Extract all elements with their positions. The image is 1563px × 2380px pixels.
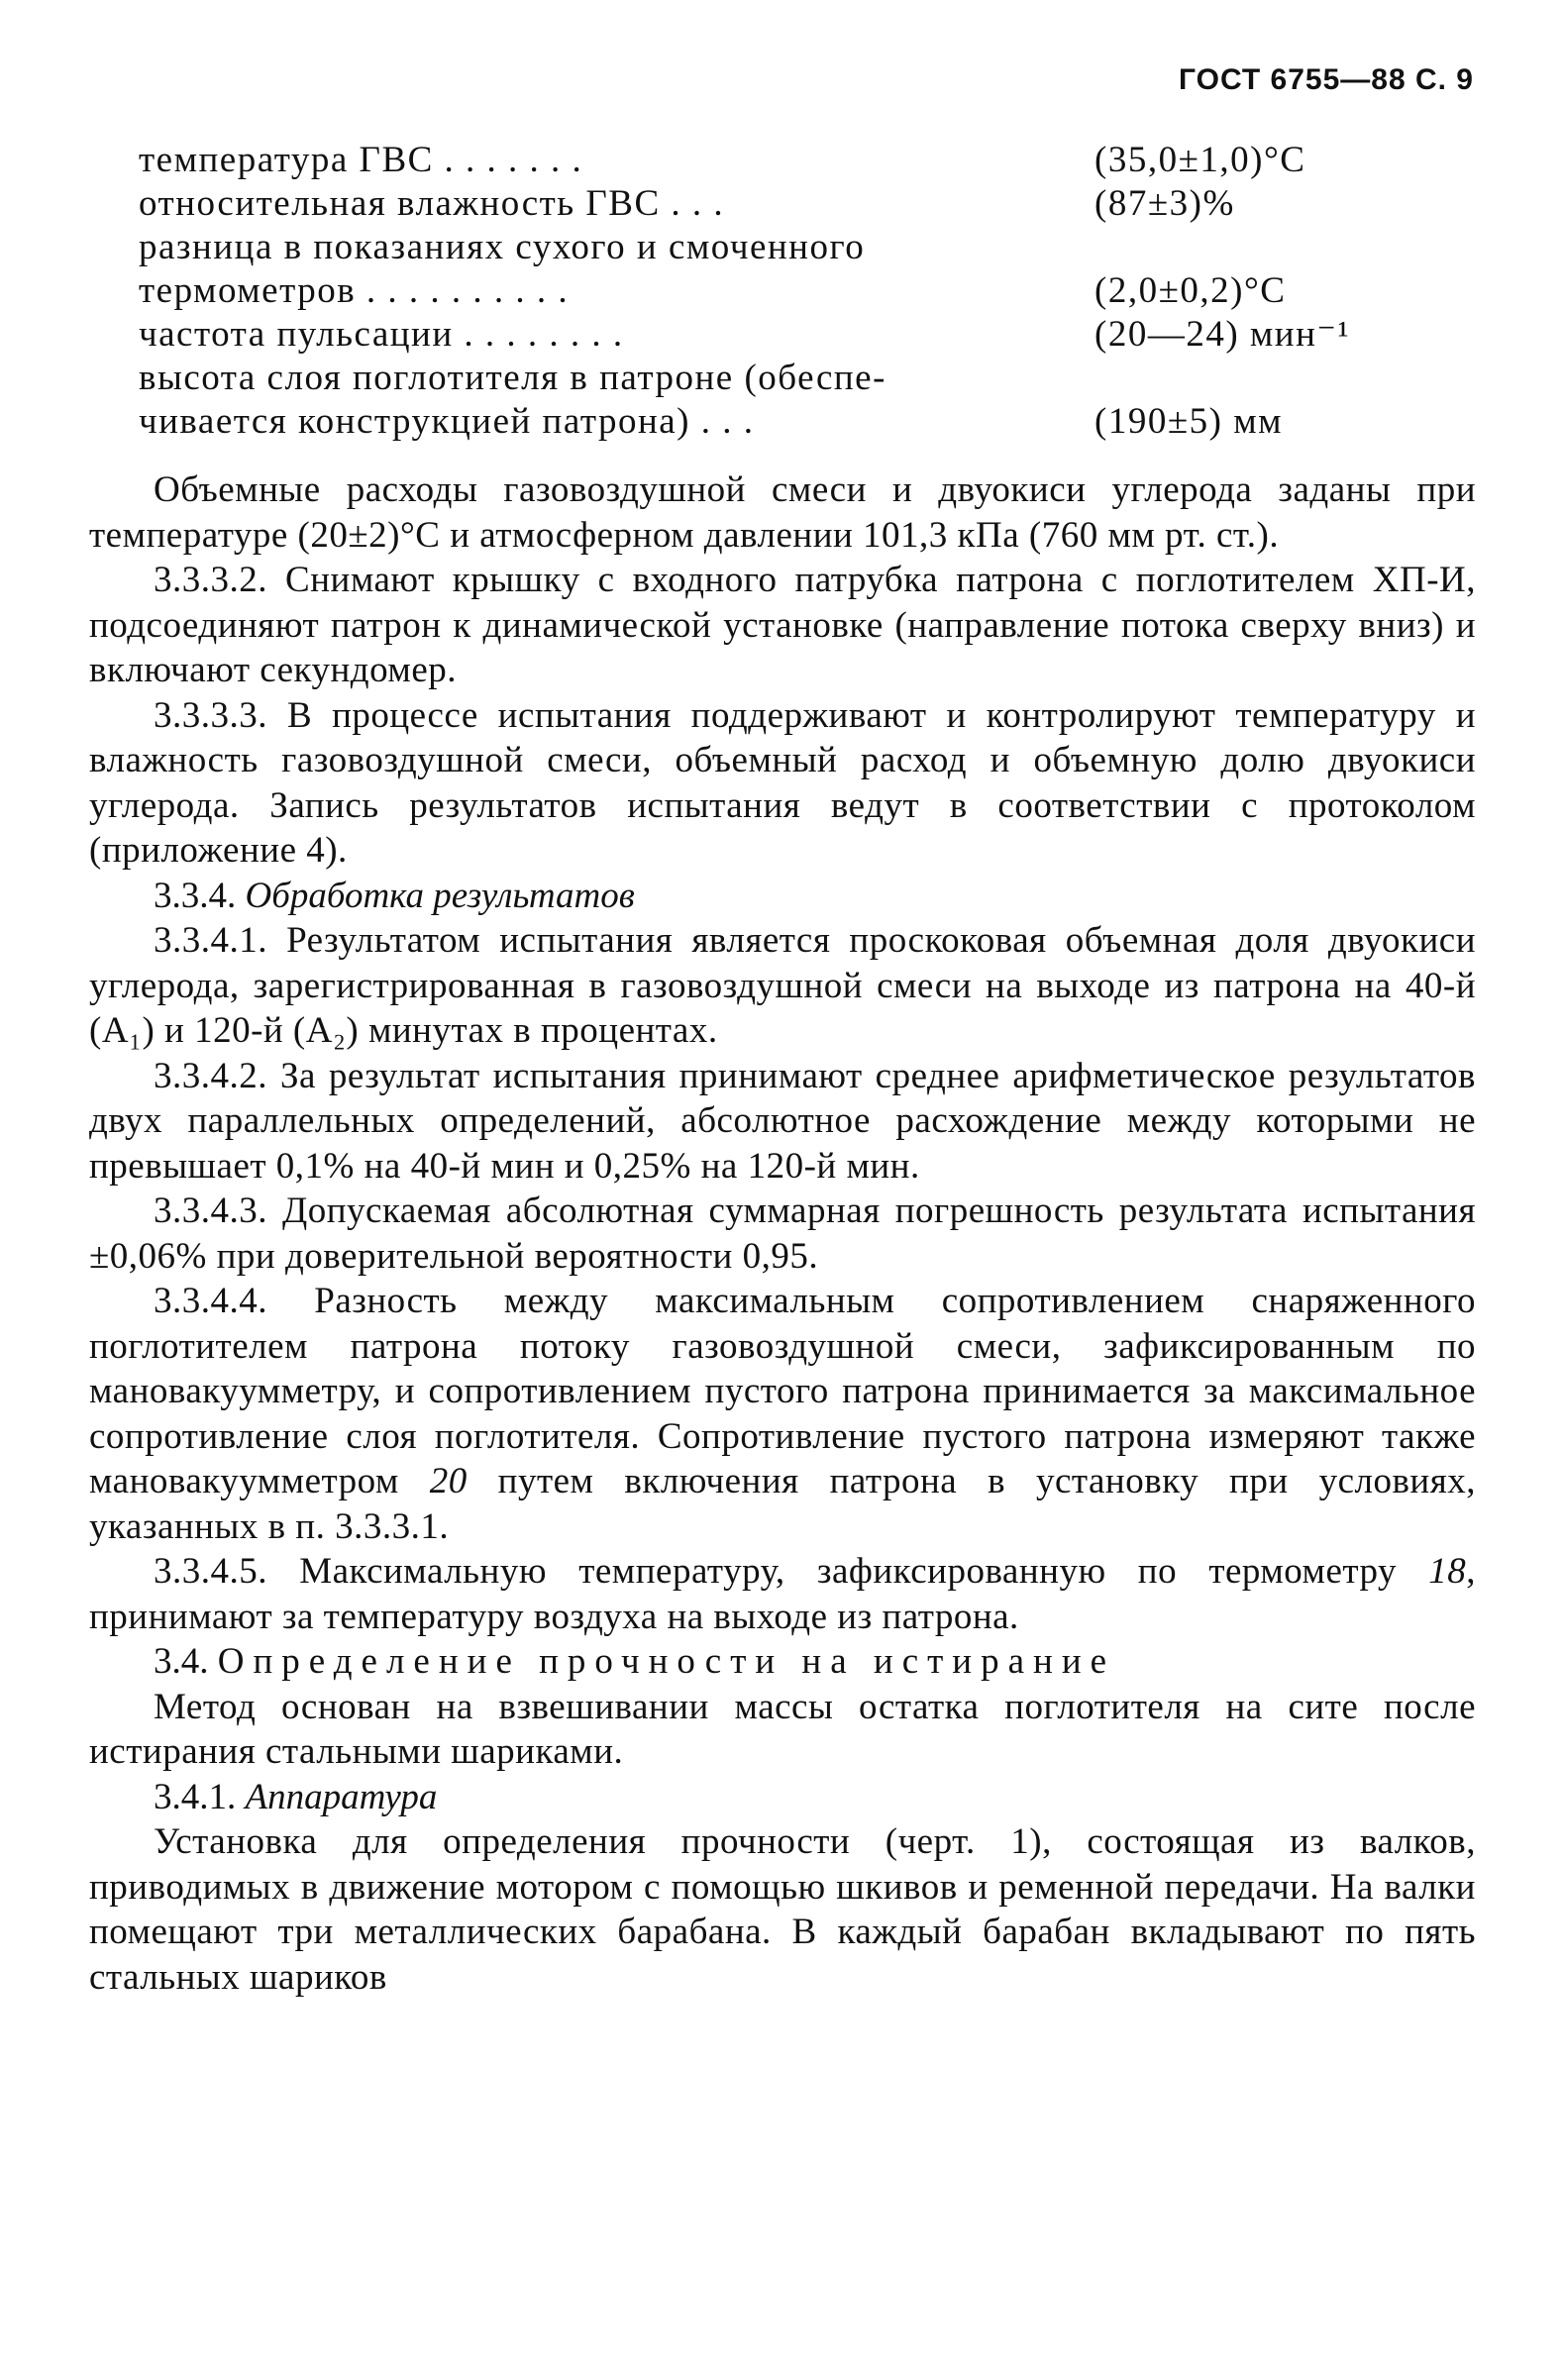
spec-label: высота слоя поглотителя в патроне (обеспе- [139,358,886,398]
section-number: 3.3.4. [154,875,246,916]
paragraph: Установка для определения прочности (черт. 1), состоящая из валков, приводимых в движение мотором с помощью шкивов и ременной передачи. На валки помещают три металлических барабана. В каждый барабан вкладывают по пять стальных шариков [89,1821,1476,1998]
spec-value: (2,0±0,2)°С [1094,270,1287,311]
section-title: Определение прочности на истирание [217,1641,1116,1682]
spec-value: (87±3)% [1094,183,1235,224]
paragraph [89,1549,1476,1639]
section-title: Аппаратура [245,1776,438,1817]
paragraph [89,1279,1476,1549]
spec-label: частота пульсации . . . . . . . . [139,314,624,355]
paragraph: 3.3.3.3. В процессе испытания поддерживают и контролируют температуру и влажность газовоздушной смеси, объемный расход и объемную долю двуокиси углерода. Запись результатов испытания ведут в соответствии с протоколом (приложение 4). [89,694,1476,871]
section-title: Обработка результатов [245,875,635,916]
document-body [89,467,1476,2000]
section-number: 3.4.1. [154,1776,246,1817]
spec-value: (190±5) мм [1094,401,1284,442]
spec-row [139,269,1466,313]
spec-row [139,226,1466,269]
paragraph: Метод основан на взвешивании массы остатка поглотителя на сите после истирания стальными шариками. [89,1686,1476,1772]
spec-value: (20—24) мин⁻¹ [1094,314,1351,355]
spec-row [139,357,1466,400]
spec-label: термометров . . . . . . . . . . [139,270,570,311]
spec-row [139,139,1466,182]
paragraph-text: 3.3.4.5. Максимальную температуру, зафиксированную по термометру [154,1551,1429,1592]
section-heading [89,1639,1476,1685]
spec-row [139,313,1466,357]
instrument-number: 18 [1428,1551,1467,1592]
spec-label: чивается конструкцией патрона) . . . [139,401,755,442]
spec-row [139,400,1466,444]
spec-label: температура ГВС . . . . . . . [139,140,583,180]
spec-label: относительная влажность ГВС . . . [139,183,725,224]
instrument-number: 20 [429,1461,468,1501]
paragraph-text: , принимают за температуру воздуха на выходе из патрона. [89,1551,1476,1637]
paragraph-text: путем включения патрона в установку при условиях, указанных в п. 3.3.3.1. [89,1461,1476,1547]
test-conditions-list [139,139,1466,444]
section-heading [89,1775,1476,1820]
spec-row [139,182,1466,226]
paragraph-text: 3.3.4.4. Разность между максимальным сопротивлением снаряженного поглотителем патрона потоку газовоздушной смеси, зафиксированным по мановакуумметру, и сопротивлением пустого патрона принимается за максимальное сопротивление слоя поглотителя. Сопротивление пустого патрона измеряют также мановакуумметром [89,1281,1476,1501]
page-header: ГОСТ 6755—88 С. 9 [1179,63,1474,96]
spec-label: разница в показаниях сухого и смоченного [139,227,866,267]
section-number: 3.4. [154,1641,218,1682]
paragraph: 3.3.3.2. Снимают крышку с входного патрубка патрона с поглотителем ХП-И, подсоединяют патрон к динамической установке (направление потока сверху вниз) и включают секундомер. [89,560,1476,690]
paragraph: 3.3.4.3. Допускаемая абсолютная суммарная погрешность результата испытания ±0,06% при доверительной вероятности 0,95. [89,1190,1476,1277]
paragraph: 3.3.4.1. Результатом испытания является проскоковая объемная доля двуокиси углерода, зарегистрированная в газовоздушной смеси на выходе из патрона на 40-й (A₁) и 120-й (A₂) минутах в процентах. [89,920,1476,1051]
paragraph: 3.3.4.2. За результат испытания принимают среднее арифметическое результатов двух параллельных определений, абсолютное расхождение между которыми не превышает 0,1% на 40-й мин и 0,25% на 120-й мин. [89,1055,1476,1187]
spec-value: (35,0±1,0)°С [1094,140,1306,180]
paragraph: Объемные расходы газовоздушной смеси и двуокиси углерода заданы при температуре (20±2)°С и атмосферном давлении 101,3 кПа (760 мм рт. ст.). [89,469,1476,556]
section-heading [89,874,1476,919]
